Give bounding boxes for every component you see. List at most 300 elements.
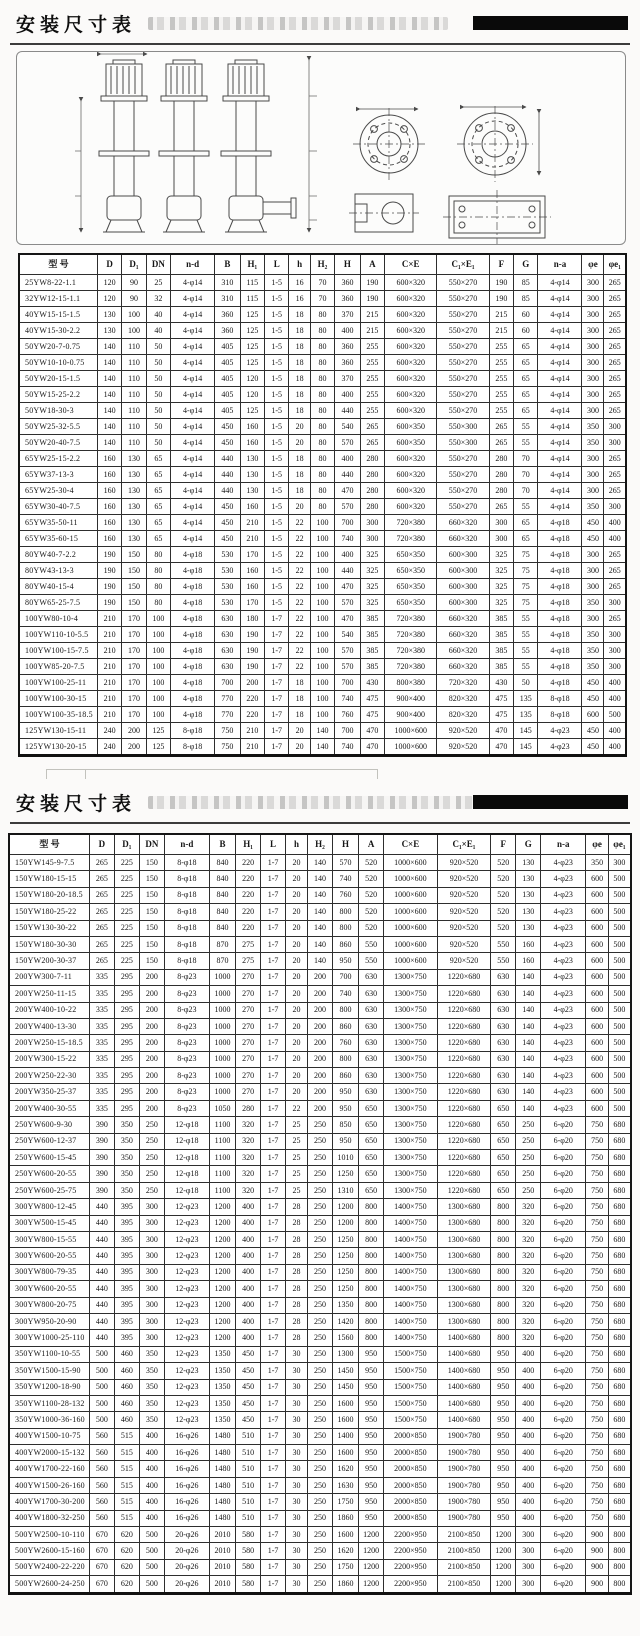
value-cell: 300 [604,595,626,611]
table-row [19,467,626,483]
table-row [9,1100,631,1116]
value-cell: 140 [516,1035,541,1051]
value-cell: 650 [491,1150,516,1166]
value-cell: 900 [586,1527,609,1543]
value-cell: 130 [516,855,541,871]
value-cell: 295 [114,1035,139,1051]
model-cell: 150YW130-30-22 [9,920,89,936]
value-cell: 6-φ20 [541,1231,586,1247]
value-cell: 250 [307,1117,332,1133]
value-cell: 1400×680 [437,1363,491,1379]
value-cell: 250 [307,1182,332,1198]
value-cell: 300 [604,419,626,435]
value-cell: 160 [240,563,264,579]
value-cell: 200 [122,723,146,739]
value-cell: 210 [240,531,264,547]
table-row [19,419,626,435]
value-cell: 750 [586,1395,609,1411]
table-row [9,1150,631,1166]
value-cell: 250 [307,1231,332,1247]
value-cell: 200 [307,1100,332,1116]
value-cell: 320 [236,1166,261,1182]
value-cell: 265 [89,855,114,871]
table-row [19,643,626,659]
value-cell: 25 [286,1117,308,1133]
pump-with-elbow-view [221,60,296,232]
value-cell: 400 [139,1428,164,1444]
value-cell: 400 [236,1215,261,1231]
value-cell: 750 [586,1510,609,1526]
value-cell: 20 [289,739,310,756]
value-cell: 450 [236,1412,261,1428]
value-cell: 390 [89,1166,114,1182]
value-cell: 20 [286,1068,308,1084]
value-cell: 350 [114,1166,139,1182]
value-cell: 320 [516,1215,541,1231]
value-cell: 530 [215,547,241,563]
value-cell: 280 [360,499,384,515]
value-cell: 80 [146,579,170,595]
column-header: φe₁ [608,834,631,855]
value-cell: 680 [608,1133,631,1149]
value-cell: 1250 [332,1166,358,1182]
value-cell: 265 [89,953,114,969]
value-cell: 70 [514,451,538,467]
value-cell: 1860 [332,1576,358,1593]
value-cell: 950 [359,1477,384,1493]
value-cell: 1-7 [261,953,286,969]
value-cell: 80 [146,563,170,579]
value-cell: 1600 [332,1527,358,1543]
value-cell: 680 [608,1150,631,1166]
table-row [19,547,626,563]
value-cell: 28 [286,1297,308,1313]
value-cell: 255 [360,355,384,371]
value-cell: 20 [289,419,310,435]
value-cell: 210 [240,739,264,756]
value-cell: 190 [97,579,121,595]
value-cell: 100 [310,547,334,563]
value-cell: 6-φ20 [541,1494,586,1510]
value-cell: 1000×600 [384,855,438,871]
value-cell: 920×520 [437,739,489,756]
model-cell: 65YW25-30-4 [19,483,97,499]
value-cell: 4-φ18 [171,611,215,627]
value-cell: 65 [514,403,538,419]
value-cell: 620 [114,1559,139,1575]
value-cell: 600×320 [385,307,437,323]
value-cell: 20 [286,969,308,985]
value-cell: 150 [122,563,146,579]
value-cell: 4-φ14 [538,323,582,339]
value-cell: 1-7 [261,1330,286,1346]
model-cell: 350YW1100-28-132 [9,1395,89,1411]
value-cell: 500 [608,1051,631,1067]
value-cell: 400 [604,691,626,707]
value-cell: 680 [608,1199,631,1215]
value-cell: 25 [286,1182,308,1198]
value-cell: 1-7 [261,1018,286,1034]
value-cell: 1300×750 [384,1035,438,1051]
value-cell: 295 [114,1068,139,1084]
value-cell: 1220×680 [437,1133,491,1149]
table-row [9,969,631,985]
value-cell: 750 [586,1117,609,1133]
value-cell: 55 [514,643,538,659]
model-cell: 80YW65-25-7.5 [19,595,97,611]
table-row [9,1297,631,1313]
value-cell: 4-φ23 [541,936,586,952]
value-cell: 265 [604,611,626,627]
value-cell: 750 [586,1231,609,1247]
table-row [9,1412,631,1428]
value-cell: 8-φ23 [164,1100,209,1116]
value-cell: 100 [146,643,170,659]
value-cell: 560 [89,1510,114,1526]
value-cell: 680 [608,1395,631,1411]
section-header-2 [0,779,640,815]
value-cell: 160 [97,451,121,467]
value-cell: 560 [89,1461,114,1477]
value-cell: 250 [139,1133,164,1149]
value-cell: 450 [215,435,241,451]
value-cell: 1220×680 [437,1051,491,1067]
value-cell: 680 [608,1412,631,1428]
value-cell: 65 [146,515,170,531]
value-cell: 1-7 [261,1313,286,1329]
model-cell: 200YW250-11-15 [9,986,89,1002]
value-cell: 1480 [209,1445,235,1461]
value-cell: 4-φ14 [538,291,582,307]
value-cell: 80 [310,451,334,467]
value-cell: 300 [582,467,604,483]
model-cell: 400YW1700-22-160 [9,1461,89,1477]
value-cell: 950 [491,1412,516,1428]
value-cell: 475 [489,691,513,707]
value-cell: 4-φ23 [541,855,586,871]
value-cell: 1-5 [265,275,289,291]
value-cell: 800 [491,1264,516,1280]
value-cell: 4-φ14 [538,307,582,323]
value-cell: 360 [215,323,241,339]
value-cell: 8-φ18 [164,887,209,903]
value-cell: 200 [240,675,264,691]
model-cell: 200YW300-15-22 [9,1051,89,1067]
value-cell: 150 [122,547,146,563]
value-cell: 950 [359,1379,384,1395]
value-cell: 250 [307,1477,332,1493]
value-cell: 1-7 [261,904,286,920]
value-cell: 680 [608,1346,631,1362]
value-cell: 350 [114,1117,139,1133]
value-cell: 750 [215,739,241,756]
value-cell: 4-φ14 [538,387,582,403]
pump-drawings [16,51,626,245]
value-cell: 1000 [209,1002,235,1018]
value-cell: 140 [307,855,332,871]
value-cell: 600×320 [385,323,437,339]
value-cell: 12-φ23 [164,1412,209,1428]
value-cell: 400 [516,1363,541,1379]
value-cell: 2010 [209,1576,235,1593]
table-row [9,1281,631,1297]
value-cell: 65 [514,339,538,355]
value-cell: 335 [89,1100,114,1116]
value-cell: 720×380 [385,515,437,531]
value-cell: 800 [332,1051,358,1067]
value-cell: 160 [240,419,264,435]
value-cell: 1-7 [265,707,289,723]
value-cell: 2000×850 [384,1461,438,1477]
value-cell: 300 [582,563,604,579]
value-cell: 1480 [209,1428,235,1444]
value-cell: 440 [215,467,241,483]
value-cell: 920×520 [437,920,491,936]
value-cell: 6-φ20 [541,1461,586,1477]
value-cell: 950 [359,1363,384,1379]
column-header: A [359,834,384,855]
value-cell: 920×520 [437,887,491,903]
value-cell: 1900×780 [437,1494,491,1510]
value-cell: 55 [514,627,538,643]
value-cell: 28 [286,1281,308,1297]
column-header: D [89,834,114,855]
bearing-side-view [349,194,419,232]
value-cell: 100 [122,323,146,339]
value-cell: 160 [97,499,121,515]
value-cell: 1600 [332,1395,358,1411]
value-cell: 950 [491,1510,516,1526]
value-cell: 215 [360,323,384,339]
value-cell: 600 [586,887,609,903]
value-cell: 680 [608,1313,631,1329]
value-cell: 4-φ14 [171,403,215,419]
value-cell: 170 [122,611,146,627]
value-cell: 8-φ23 [164,1068,209,1084]
value-cell: 470 [335,483,361,499]
value-cell: 750 [215,723,241,739]
value-cell: 1900×780 [437,1477,491,1493]
value-cell: 1300×750 [384,1002,438,1018]
value-cell: 150 [139,920,164,936]
value-cell: 400 [516,1461,541,1477]
value-cell: 220 [240,691,264,707]
value-cell: 250 [307,1363,332,1379]
value-cell: 4-φ14 [538,339,582,355]
value-cell: 250 [307,1166,332,1182]
value-cell: 4-φ14 [171,323,215,339]
value-cell: 400 [516,1395,541,1411]
value-cell: 265 [89,871,114,887]
value-cell: 12-φ23 [164,1281,209,1297]
value-cell: 650 [359,1182,384,1198]
value-cell: 80 [310,419,334,435]
value-cell: 1-5 [265,403,289,419]
value-cell: 335 [89,969,114,985]
value-cell: 120 [240,387,264,403]
value-cell: 170 [122,675,146,691]
value-cell: 1300×680 [437,1281,491,1297]
value-cell: 20 [286,855,308,871]
value-cell: 395 [114,1297,139,1313]
model-cell: 200YW250-15-18.5 [9,1035,89,1051]
value-cell: 4-φ14 [538,435,582,451]
value-cell: 405 [215,355,241,371]
value-cell: 100 [146,675,170,691]
value-cell: 4-φ18 [538,659,582,675]
value-cell: 400 [604,723,626,739]
value-cell: 770 [215,691,241,707]
value-cell: 2200×950 [384,1576,438,1593]
value-cell: 100 [146,691,170,707]
value-cell: 145 [514,739,538,756]
value-cell: 600 [586,871,609,887]
value-cell: 20-φ26 [164,1576,209,1593]
value-cell: 1300×750 [384,1117,438,1133]
value-cell: 220 [236,855,261,871]
value-cell: 1-5 [265,355,289,371]
value-cell: 1300×750 [384,969,438,985]
value-cell: 1000×600 [385,739,437,756]
value-cell: 300 [360,515,384,531]
value-cell: 335 [89,1068,114,1084]
scan-artifact [46,769,378,779]
value-cell: 390 [89,1117,114,1133]
value-cell: 570 [335,499,361,515]
value-cell: 1-7 [261,887,286,903]
value-cell: 150 [139,887,164,903]
value-cell: 390 [89,1133,114,1149]
value-cell: 22 [289,643,310,659]
value-cell: 350 [582,595,604,611]
value-cell: 460 [114,1395,139,1411]
value-cell: 265 [604,339,626,355]
value-cell: 100 [146,659,170,675]
value-cell: 1400×750 [384,1231,438,1247]
value-cell: 100 [310,643,334,659]
value-cell: 25 [286,1166,308,1182]
value-cell: 250 [307,1494,332,1510]
value-cell: 300 [516,1559,541,1575]
value-cell: 1300 [332,1346,358,1362]
value-cell: 6-φ20 [541,1363,586,1379]
value-cell: 300 [139,1248,164,1264]
value-cell: 250 [307,1576,332,1593]
value-cell: 1750 [332,1559,358,1575]
value-cell: 800×380 [385,675,437,691]
value-cell: 75 [514,563,538,579]
value-cell: 720×380 [385,611,437,627]
model-cell: 65YW30-40-7.5 [19,499,97,515]
value-cell: 4-φ18 [538,563,582,579]
value-cell: 6-φ20 [541,1297,586,1313]
value-cell: 6-φ20 [541,1330,586,1346]
value-cell: 50 [146,419,170,435]
value-cell: 350 [139,1363,164,1379]
value-cell: 500 [608,1035,631,1051]
table-row [9,953,631,969]
value-cell: 450 [215,499,241,515]
value-cell: 1400 [332,1428,358,1444]
value-cell: 32 [146,291,170,307]
value-cell: 8-φ23 [164,1051,209,1067]
value-cell: 200 [139,1084,164,1100]
column-header: C₁×E₁ [437,254,489,275]
value-cell: 250 [307,1445,332,1461]
value-cell: 225 [114,953,139,969]
value-cell: 400 [516,1412,541,1428]
value-cell: 450 [236,1395,261,1411]
value-cell: 630 [359,969,384,985]
value-cell: 270 [236,1084,261,1100]
value-cell: 1400×750 [384,1297,438,1313]
value-cell: 300 [139,1264,164,1280]
value-cell: 750 [586,1248,609,1264]
value-cell: 800 [359,1264,384,1280]
value-cell: 28 [286,1231,308,1247]
value-cell: 125 [240,339,264,355]
value-cell: 8-φ23 [164,1084,209,1100]
value-cell: 520 [359,920,384,936]
value-cell: 300 [582,387,604,403]
value-cell: 350 [114,1150,139,1166]
table-row [9,1543,631,1559]
value-cell: 16-φ26 [164,1461,209,1477]
value-cell: 170 [240,595,264,611]
value-cell: 1350 [209,1363,235,1379]
value-cell: 300 [608,855,631,871]
value-cell: 2200×950 [384,1527,438,1543]
value-cell: 250 [139,1182,164,1198]
value-cell: 4-φ14 [538,371,582,387]
value-cell: 385 [360,611,384,627]
value-cell: 100 [310,595,334,611]
value-cell: 250 [516,1166,541,1182]
value-cell: 1-7 [261,969,286,985]
value-cell: 190 [240,659,264,675]
value-cell: 750 [586,1445,609,1461]
value-cell: 1620 [332,1461,358,1477]
value-cell: 300 [582,547,604,563]
value-cell: 8-φ18 [164,920,209,936]
value-cell: 220 [236,887,261,903]
table-row [19,323,626,339]
value-cell: 630 [215,627,241,643]
value-cell: 250 [307,1297,332,1313]
value-cell: 140 [310,723,334,739]
table-row [19,275,626,291]
value-cell: 550 [359,936,384,952]
value-cell: 530 [215,579,241,595]
value-cell: 800 [608,1576,631,1593]
value-cell: 280 [360,467,384,483]
value-cell: 920×520 [437,953,491,969]
value-cell: 4-φ23 [538,739,582,756]
value-cell: 250 [307,1330,332,1346]
value-cell: 120 [97,275,121,291]
value-cell: 200 [139,1068,164,1084]
value-cell: 225 [114,920,139,936]
value-cell: 130 [122,483,146,499]
table-row [9,920,631,936]
value-cell: 300 [604,643,626,659]
value-cell: 1600 [332,1445,358,1461]
value-cell: 400 [236,1313,261,1329]
value-cell: 800 [359,1281,384,1297]
value-cell: 360 [335,291,361,307]
model-cell: 200YW400-13-30 [9,1018,89,1034]
value-cell: 860 [332,1018,358,1034]
